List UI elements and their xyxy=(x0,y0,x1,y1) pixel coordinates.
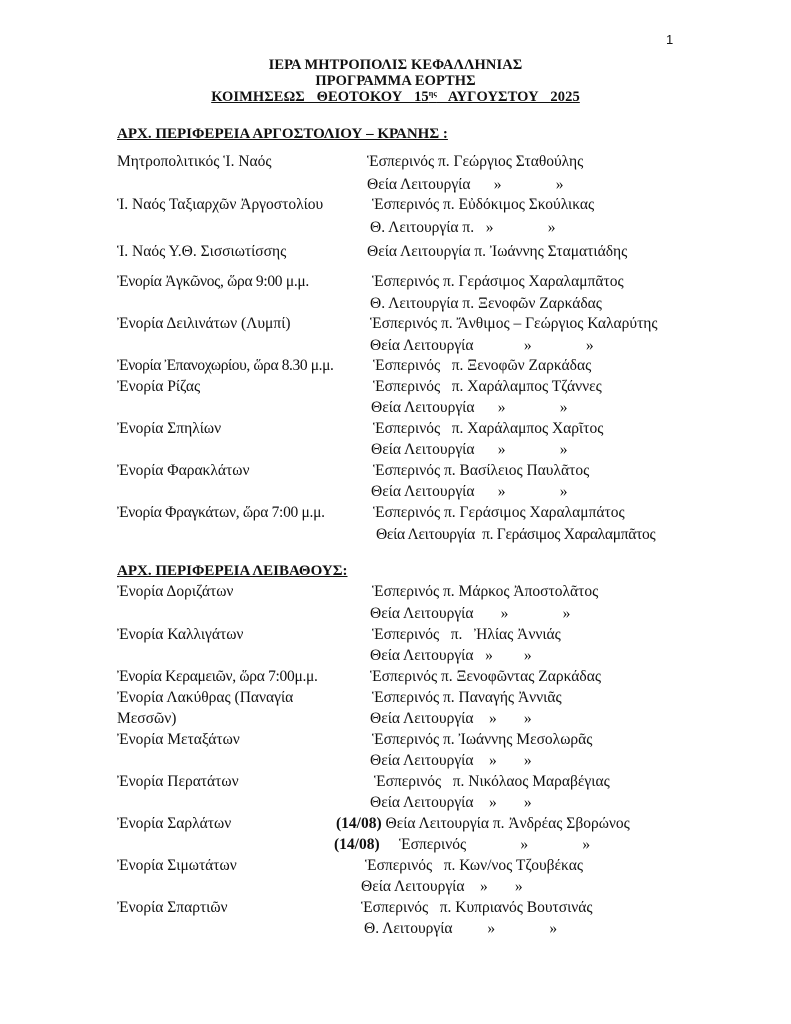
section-title-leivathos: ΑΡΧ. ΠΕΡΙΦΕΡΕΙΑ ΛΕΙΒΑΘΟΥΣ: xyxy=(117,563,348,579)
parish-name: Μητροπολιτικός Ἱ. Ναός xyxy=(117,153,272,170)
service-line: Θεία Λειτουργία » » xyxy=(370,605,571,622)
service-line: Ἑσπερινός π. Βασίλειος Παυλᾶτος xyxy=(373,462,590,479)
service-line: Θ. Λειτουργία π. Ξενοφῶν Ζαρκάδας xyxy=(370,295,602,312)
service-line: Θεία Λειτουργία » » xyxy=(370,337,594,354)
parish-name: Ἐνορία Ρίζας xyxy=(117,378,201,395)
parish-name: Ἐνορία Ἀγκῶνος, ὥρα 9:00 μ.μ. xyxy=(117,273,309,290)
service-line: Ἑσπερινός π. Χαράλαμπος Τζάννες xyxy=(373,378,602,395)
service-line xyxy=(336,815,630,833)
service-line: Θ. Λειτουργία » » xyxy=(364,920,558,937)
service-line: Θεία Λειτουργία » » xyxy=(370,710,532,727)
service-line: Ἑσπερινός π. Ἄνθιμος – Γεώργιος Καλαρύτης xyxy=(370,315,658,332)
service-line: Ἑσπερινός π. Κων/νος Τζουβέκας xyxy=(365,857,583,874)
title-feast-sup: ης xyxy=(428,89,437,98)
service-line: Θεία Λειτουργία » » xyxy=(371,483,568,500)
service-line: Ἑσπερινός π. Χαράλαμπος Χαρῖτος xyxy=(373,420,604,437)
title-metropolis: ΙΕΡΑ ΜΗΤΡΟΠΟΛΙΣ ΚΕΦΑΛΛΗΝΙΑΣ xyxy=(268,57,523,73)
service-line: Ἑσπερινός π. Ἰωάννης Μεσολωρᾶς xyxy=(372,731,593,748)
page-number: 1 xyxy=(666,32,674,47)
parish-name: Ἐνορία Κεραμειῶν, ὥρα 7:00μ.μ. xyxy=(117,668,318,685)
service-line: Θεία Λειτουργία » » xyxy=(370,752,532,769)
parish-name: Ἱ. Ναός Υ.Θ. Σισσιωτίσσης xyxy=(117,243,287,260)
title-feast-post: ΑΥΓΟΥΣΤΟΥ 2025 xyxy=(436,89,580,105)
service-line: Ἑσπερινός π. Εὐδόκιμος Σκούλικας xyxy=(372,196,595,213)
section-title-argostoli: ΑΡΧ. ΠΕΡΙΦΕΡΕΙΑ ΑΡΓΟΣΤΟΛΙΟΥ – ΚΡΑΝΗΣ : xyxy=(117,126,448,142)
parish-name: Ἐνορία Σπαρτιῶν xyxy=(117,899,228,916)
service-line: Ἑσπερινός π. Μάρκος Ἀποστολᾶτος xyxy=(372,583,599,600)
service-line: Ἑσπερινός π. Γεώργιος Σταθούλης xyxy=(367,153,584,170)
parish-name: Ἱ. Ναός Ταξιαρχῶν Ἀργοστολίου xyxy=(117,196,324,213)
service-text: Ἑσπερινός » » xyxy=(379,836,591,853)
parish-name: Ἐνορία Περατάτων xyxy=(117,773,239,790)
service-line: Ἑσπερινός π. Γεράσιμος Χαραλαμπᾶτος xyxy=(372,273,624,290)
parish-name: Ἐνορία Σαρλάτων xyxy=(117,815,232,832)
service-date: (14/08) xyxy=(334,836,380,853)
service-date: (14/08) xyxy=(336,815,382,832)
service-line: Θεία Λειτουργία » » xyxy=(370,647,532,664)
parish-name: Ἐνορία Σπηλίων xyxy=(117,420,222,437)
parish-name: Ἐνορία Καλλιγάτων xyxy=(117,626,244,643)
service-line: Ἑσπερινός π. Ξενοφῶν Ζαρκάδας xyxy=(373,357,592,374)
parish-name: Ἐνορία Δοριζάτων xyxy=(117,583,234,600)
service-line: Θεία Λειτουργία » » xyxy=(371,441,568,458)
service-line: Θ. Λειτουργία π. » » xyxy=(370,219,556,236)
parish-name: Ἐνορία Σιμωτάτων xyxy=(117,857,237,874)
service-line: Θεία Λειτουργία » » xyxy=(371,399,568,416)
parish-name: Ἐνορία Δειλινάτων (Λυμπί) xyxy=(117,315,291,332)
parish-name: Ἐνορία Ἐπανοχωρίου, ὥρα 8.30 μ.μ. xyxy=(117,357,334,374)
parish-name: Μεσσῶν) xyxy=(117,710,177,727)
service-line: Ἑσπερινός π. Ξενοφῶντας Ζαρκάδας xyxy=(370,668,601,685)
parish-name: Ἐνορία Φραγκάτων, ὥρα 7:00 μ.μ. xyxy=(117,504,325,521)
service-line: Θεία Λειτουργία » » xyxy=(361,878,523,895)
parish-name: Ἐνορία Φαρακλάτων xyxy=(117,462,250,479)
title-feast xyxy=(0,89,791,106)
service-line: Θεία Λειτουργία π. Γεράσιμος Χαραλαμπᾶτος xyxy=(376,526,656,543)
service-line: Θεία Λειτουργία π. Ἰωάννης Σταματιάδης xyxy=(367,243,628,260)
service-line: Ἑσπερινός π. Κυπριανός Βουτσινάς xyxy=(361,899,593,916)
parish-name: Ἐνορία Μεταξάτων xyxy=(117,731,240,748)
service-line: Ἑσπερινός π. Παναγής Ἀννιᾶς xyxy=(372,689,562,706)
service-line xyxy=(334,836,590,854)
service-line: Θεία Λειτουργία » » xyxy=(370,794,532,811)
title-feast-pre: ΚΟΙΜΗΣΕΩΣ ΘΕΟΤΟΚΟΥ 15 xyxy=(211,89,429,105)
service-line: Θεία Λειτουργία » » xyxy=(367,176,564,193)
title-program: ΠΡΟΓΡΑΜΜΑ ΕΟΡΤΗΣ xyxy=(315,73,476,89)
service-line: Ἑσπερινός π. Ἠλίας Ἀννιάς xyxy=(372,626,561,643)
service-line: Ἑσπερινός π. Γεράσιμος Χαραλαμπάτος xyxy=(373,504,625,521)
service-line: Ἑσπερινός π. Νικόλαος Μαραβέγιας xyxy=(374,773,610,790)
service-text: Θεία Λειτουργία π. Ἀνδρέας Σβορώνος xyxy=(381,815,630,832)
parish-name: Ἐνορία Λακύθρας (Παναγία xyxy=(117,689,294,706)
